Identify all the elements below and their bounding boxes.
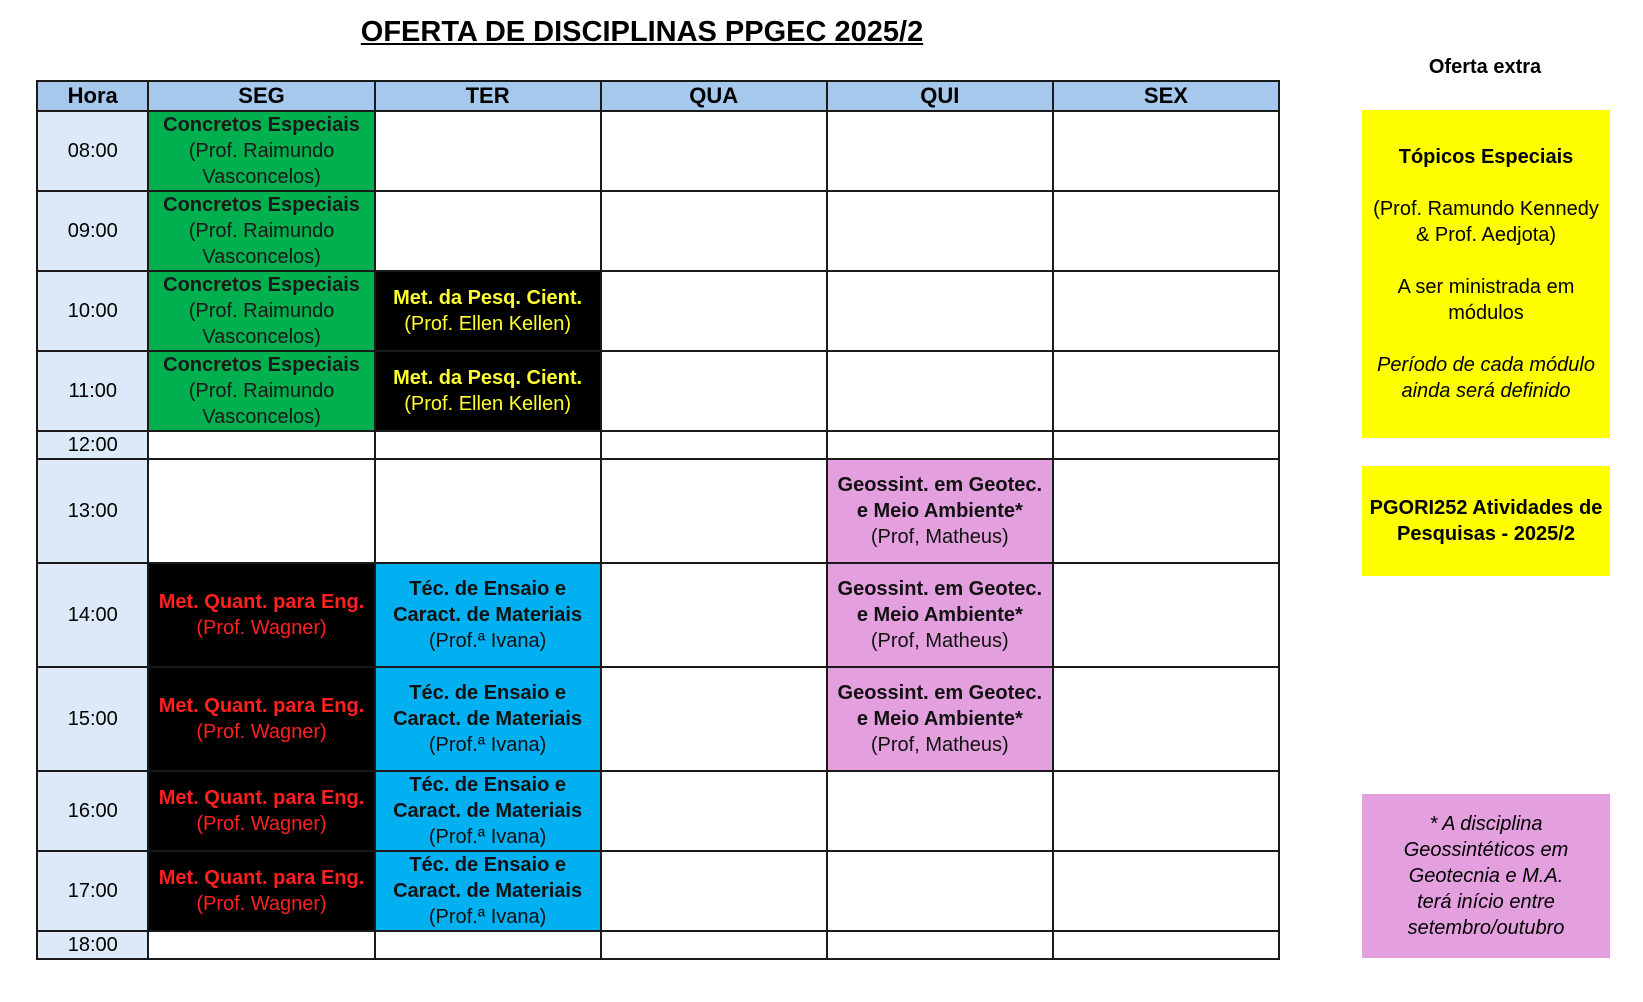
hour-cell: 11:00 [37, 351, 148, 431]
hour-cell: 10:00 [37, 271, 148, 351]
hour-cell: 17:00 [37, 851, 148, 931]
course-cell-concretos [148, 271, 374, 351]
course-name: Met. Quant. para Eng. [158, 787, 365, 809]
empty-cell [601, 191, 827, 271]
course-cell-metpesq [375, 351, 601, 431]
course-name-line1: Téc. de Ensaio e [409, 578, 566, 600]
empty-cell [148, 931, 374, 959]
course-name-line2: e Meio Ambiente* [856, 604, 1023, 626]
course-prof: (Prof. Wagner) [196, 721, 327, 743]
topicos-title: Tópicos Especiais [1398, 146, 1574, 168]
course-cell-metquant [148, 667, 374, 771]
table-row [37, 431, 1279, 459]
pgori-box [1362, 466, 1610, 576]
empty-cell [375, 191, 601, 271]
table-row [37, 111, 1279, 191]
course-name-line1: Téc. de Ensaio e [409, 854, 566, 876]
pgori-text: PGORI252 Atividades de Pesquisas - 2025/2 [1369, 497, 1603, 545]
topicos-modulos: A ser ministrada em módulos [1397, 276, 1575, 324]
empty-cell [1053, 111, 1279, 191]
page-title: OFERTA DE DISCIPLINAS PPGEC 2025/2 [360, 16, 924, 48]
header-day-qui: QUI [827, 81, 1053, 111]
header-hora: Hora [37, 81, 148, 111]
empty-cell [601, 667, 827, 771]
course-cell-concretos [148, 111, 374, 191]
course-name: Met. Quant. para Eng. [158, 695, 365, 717]
empty-cell [375, 931, 601, 959]
table-row [37, 563, 1279, 667]
empty-cell [1053, 459, 1279, 563]
topicos-profs: (Prof. Ramundo Kennedy & Prof. Aedjota) [1373, 198, 1599, 246]
course-name: Concretos Especiais [163, 194, 360, 216]
table-row [37, 191, 1279, 271]
empty-cell [1053, 563, 1279, 667]
hour-cell: 18:00 [37, 931, 148, 959]
course-name: Met. Quant. para Eng. [158, 867, 365, 889]
course-cell-geossint [827, 563, 1053, 667]
course-prof: (Prof, Matheus) [870, 630, 1009, 652]
course-prof: (Prof. Raimundo Vasconcelos) [188, 140, 335, 188]
course-name: Met. da Pesq. Cient. [393, 367, 583, 389]
course-prof: (Prof, Matheus) [870, 734, 1009, 756]
course-prof: (Prof. Raimundo Vasconcelos) [188, 220, 335, 268]
course-prof: (Prof. Wagner) [196, 813, 327, 835]
course-prof: (Prof. Ellen Kellen) [404, 393, 571, 415]
empty-cell [827, 271, 1053, 351]
table-row [37, 771, 1279, 851]
course-name-line2: Caract. de Materiais [393, 708, 583, 730]
hour-cell: 12:00 [37, 431, 148, 459]
course-prof: (Prof. Ellen Kellen) [404, 313, 571, 335]
table-row [37, 459, 1279, 563]
empty-cell [827, 351, 1053, 431]
extra-offer-heading: Oferta extra [1428, 56, 1542, 78]
course-name-line2: e Meio Ambiente* [856, 708, 1023, 730]
header-day-seg: SEG [148, 81, 374, 111]
empty-cell [148, 459, 374, 563]
course-name-line2: e Meio Ambiente* [856, 500, 1023, 522]
course-cell-metquant [148, 771, 374, 851]
empty-cell [1053, 931, 1279, 959]
table-row [37, 271, 1279, 351]
empty-cell [1053, 271, 1279, 351]
course-cell-concretos [148, 351, 374, 431]
empty-cell [601, 271, 827, 351]
hour-cell: 16:00 [37, 771, 148, 851]
header-day-ter: TER [375, 81, 601, 111]
empty-cell [601, 563, 827, 667]
empty-cell [827, 851, 1053, 931]
course-cell-tecensaio [375, 771, 601, 851]
course-prof: (Prof.ª Ivana) [428, 826, 547, 848]
course-cell-geossint [827, 459, 1053, 563]
header-day-sex: SEX [1053, 81, 1279, 111]
topicos-especiais-box [1362, 110, 1610, 438]
empty-cell [601, 111, 827, 191]
table-row [37, 667, 1279, 771]
course-prof: (Prof. Raimundo Vasconcelos) [188, 380, 335, 428]
geossint-note-box [1362, 794, 1610, 958]
empty-cell [1053, 351, 1279, 431]
hour-cell: 14:00 [37, 563, 148, 667]
hour-cell: 13:00 [37, 459, 148, 563]
empty-cell [1053, 851, 1279, 931]
geossint-note-text: * A disciplina Geossintéticos em Geotecnia e M.A. terá início entre setembro/outubro [1403, 813, 1569, 939]
course-name: Concretos Especiais [163, 274, 360, 296]
empty-cell [1053, 191, 1279, 271]
empty-cell [375, 111, 601, 191]
header-row [37, 81, 1279, 111]
course-cell-metquant [148, 563, 374, 667]
course-cell-geossint [827, 667, 1053, 771]
topicos-periodo: Período de cada módulo ainda será definido [1377, 354, 1595, 402]
hour-cell: 09:00 [37, 191, 148, 271]
course-cell-metquant [148, 851, 374, 931]
table-row [37, 351, 1279, 431]
empty-cell [601, 771, 827, 851]
course-name-line1: Téc. de Ensaio e [409, 682, 566, 704]
empty-cell [148, 431, 374, 459]
course-cell-tecensaio [375, 851, 601, 931]
course-prof: (Prof. Raimundo Vasconcelos) [188, 300, 335, 348]
course-name-line2: Caract. de Materiais [393, 880, 583, 902]
table-row [37, 931, 1279, 959]
course-prof: (Prof, Matheus) [870, 526, 1009, 548]
empty-cell [827, 191, 1053, 271]
schedule-table [36, 80, 1280, 960]
course-prof: (Prof. Wagner) [196, 617, 327, 639]
course-cell-tecensaio [375, 667, 601, 771]
empty-cell [827, 431, 1053, 459]
course-name: Concretos Especiais [163, 114, 360, 136]
course-cell-metpesq [375, 271, 601, 351]
empty-cell [1053, 667, 1279, 771]
course-name: Met. da Pesq. Cient. [393, 287, 583, 309]
empty-cell [601, 459, 827, 563]
empty-cell [827, 111, 1053, 191]
course-prof: (Prof.ª Ivana) [428, 906, 547, 928]
course-prof: (Prof. Wagner) [196, 893, 327, 915]
empty-cell [1053, 771, 1279, 851]
hour-cell: 15:00 [37, 667, 148, 771]
course-name: Concretos Especiais [163, 354, 360, 376]
empty-cell [827, 771, 1053, 851]
course-name-line1: Geossint. em Geotec. [837, 474, 1043, 496]
empty-cell [601, 431, 827, 459]
course-name-line1: Téc. de Ensaio e [409, 774, 566, 796]
header-day-qua: QUA [601, 81, 827, 111]
course-prof: (Prof.ª Ivana) [428, 734, 547, 756]
course-name-line2: Caract. de Materiais [393, 604, 583, 626]
course-name-line2: Caract. de Materiais [393, 800, 583, 822]
empty-cell [827, 931, 1053, 959]
course-prof: (Prof.ª Ivana) [428, 630, 547, 652]
empty-cell [601, 851, 827, 931]
empty-cell [601, 931, 827, 959]
course-cell-tecensaio [375, 563, 601, 667]
empty-cell [601, 351, 827, 431]
empty-cell [375, 431, 601, 459]
table-row [37, 851, 1279, 931]
empty-cell [1053, 431, 1279, 459]
course-cell-concretos [148, 191, 374, 271]
course-name: Met. Quant. para Eng. [158, 591, 365, 613]
course-name-line1: Geossint. em Geotec. [837, 682, 1043, 704]
course-name-line1: Geossint. em Geotec. [837, 578, 1043, 600]
empty-cell [375, 459, 601, 563]
hour-cell: 08:00 [37, 111, 148, 191]
